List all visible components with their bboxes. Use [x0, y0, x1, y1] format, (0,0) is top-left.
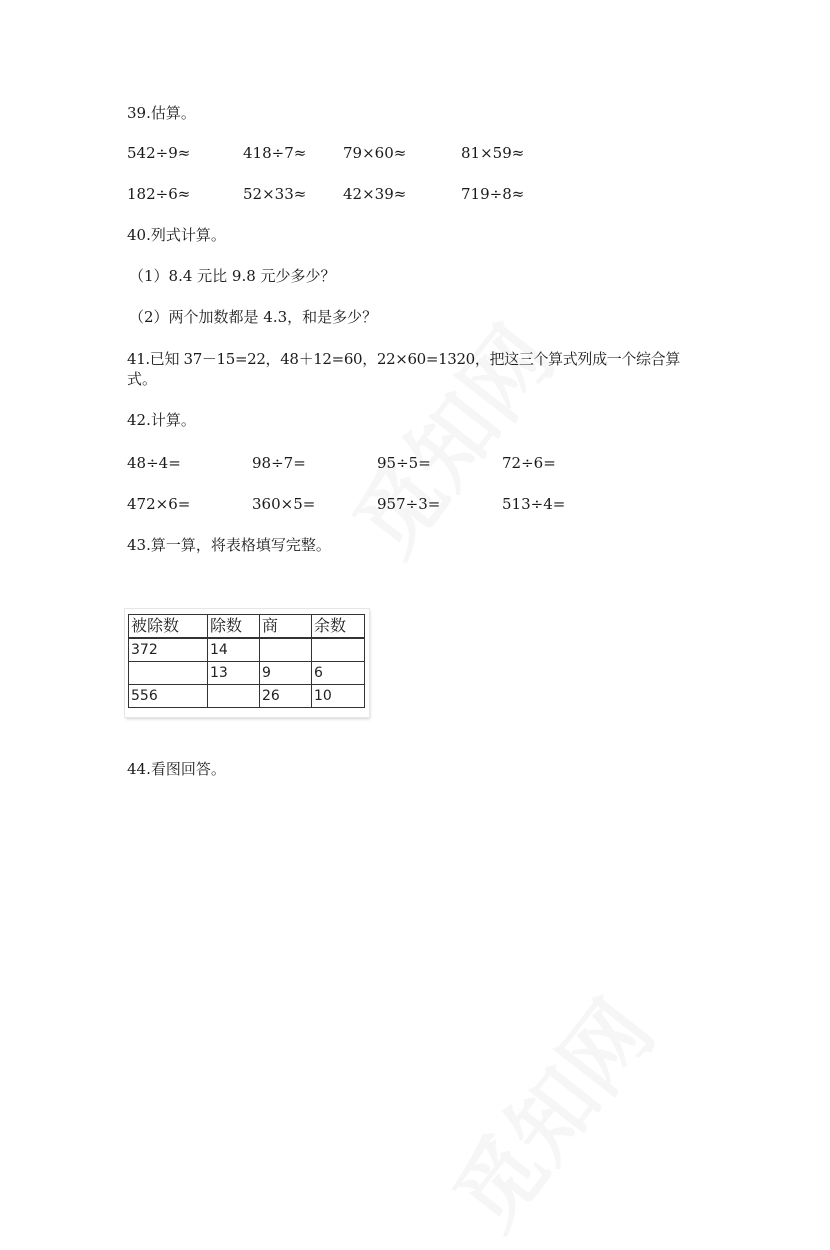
header-dividend: 被除数: [129, 615, 208, 639]
q44-title: 44.看图回答。: [127, 760, 226, 778]
table-cell: 6: [312, 662, 365, 685]
q39-r1-item-4: 81×59≈: [461, 144, 525, 162]
header-divisor: 除数: [208, 615, 260, 639]
q42-r1-item-4: 72÷6=: [502, 454, 556, 472]
watermark-bottom: [420, 971, 677, 1250]
header-remainder: 余数: [312, 615, 365, 639]
table-cell: [129, 662, 208, 685]
q42-title: 42.计算。: [127, 411, 196, 429]
q39-r2-item-1: 182÷6≈: [127, 185, 191, 203]
q42-r1-item-1: 48÷4=: [127, 454, 181, 472]
q43-title: 43.算一算，将表格填写完整。: [127, 536, 331, 554]
division-table-image: [125, 609, 369, 717]
q39-title: 39.估算。: [127, 104, 196, 122]
table-cell: 556: [129, 685, 208, 708]
q39-r2-item-2: 52×33≈: [243, 185, 307, 203]
q42-r2-item-4: 513÷4=: [502, 495, 566, 513]
table-row: [129, 685, 365, 708]
q40-title: 40.列式计算。: [127, 226, 226, 244]
q39-r1-item-2: 418÷7≈: [243, 144, 307, 162]
table-cell: 14: [208, 638, 260, 662]
header-quotient: 商: [260, 615, 312, 639]
watermark-mid: [320, 297, 577, 577]
q42-r2-item-3: 957÷3=: [377, 495, 441, 513]
table-cell: 26: [260, 685, 312, 708]
table-cell: 372: [129, 638, 208, 662]
q40-item-2: （2）两个加数都是 4.3，和是多少？: [129, 308, 378, 326]
q39-r2-item-3: 42×39≈: [343, 185, 407, 203]
table-row: [129, 662, 365, 685]
table-cell: [260, 638, 312, 662]
q42-r2-item-2: 360×5=: [252, 495, 316, 513]
q41-line-2: 式。: [127, 370, 158, 388]
table-cell: [208, 685, 260, 708]
table-cell: 13: [208, 662, 260, 685]
q41-line-1: 41.已知 37－15=22，48＋12=60，22×60=1320，把这三个算式列成一个综合算: [127, 350, 680, 368]
q40-item-1: （1）8.4 元比 9.8 元少多少？: [129, 267, 336, 285]
q39-r1-item-1: 542÷9≈: [127, 144, 191, 162]
table-cell: 9: [260, 662, 312, 685]
q42-r1-item-2: 98÷7=: [252, 454, 306, 472]
table-cell: [312, 638, 365, 662]
q42-r2-item-1: 472×6=: [127, 495, 191, 513]
division-table: [128, 614, 365, 708]
table-cell: 10: [312, 685, 365, 708]
table-row: [129, 638, 365, 662]
q39-r2-item-4: 719÷8≈: [461, 185, 525, 203]
q42-r1-item-3: 95÷5=: [377, 454, 431, 472]
table-header-row: [129, 615, 365, 639]
q39-r1-item-3: 79×60≈: [343, 144, 407, 162]
